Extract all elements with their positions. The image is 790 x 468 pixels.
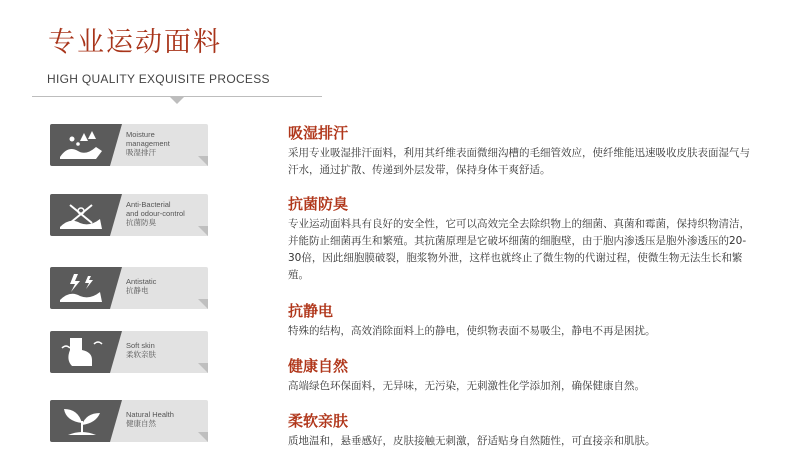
antibacterial-icon xyxy=(56,197,108,233)
feature-title: 抗菌防臭 xyxy=(288,195,349,213)
badge-antistatic xyxy=(50,267,208,309)
badge-label: Anti-Bacterial and odour-control 抗菌防臭 xyxy=(126,200,185,227)
feature-soft-skin xyxy=(288,412,758,450)
badge-label: Antistatic 抗静电 xyxy=(126,277,157,295)
section-header xyxy=(0,0,790,110)
badge-label: Soft skin 柔软亲肤 xyxy=(126,341,156,359)
badge-moisture-management xyxy=(50,124,208,166)
feature-title: 健康自然 xyxy=(288,357,349,375)
feature-title: 抗静电 xyxy=(288,302,334,320)
feature-description: 专业运动面料具有良好的安全性，它可以高效完全去除织物上的细菌、真菌和霉菌，保持织物清洁，并能防止细菌再生和繁殖。其抗菌原理是它破坏细菌的细胞壁，由于胞内渗透压是胞外渗透压的20-30倍，因此细胞膜破裂，胞浆物外泄，这样也就终止了微生物的代谢过程，使微生物无法生长和繁殖。 xyxy=(288,218,750,281)
feature-title: 吸湿排汗 xyxy=(288,124,349,142)
badge-label: Natural Health 健康自然 xyxy=(126,410,174,428)
antistatic-icon xyxy=(56,270,108,306)
feature-moisture xyxy=(288,124,758,179)
feature-description: 特殊的结构，高效消除面料上的静电，使织物表面不易吸尘，静电不再是困扰。 xyxy=(288,325,656,337)
natural-health-icon xyxy=(56,403,108,439)
feature-natural-health xyxy=(288,357,758,395)
badge-label: Moisture management 吸湿排汗 xyxy=(126,130,170,157)
feature-description: 质地温和，悬垂感好，皮肤接触无刺激，舒适贴身自然随性，可直接亲和肌肤。 xyxy=(288,435,656,447)
feature-description: 高端绿色环保面料，无异味，无污染，无刺激性化学添加剂，确保健康自然。 xyxy=(288,380,645,392)
divider-pointer xyxy=(170,97,184,104)
section-title: 专业运动面料 xyxy=(48,27,222,58)
feature-description: 采用专业吸湿排汗面料，利用其纤维表面微细沟槽的毛细管效应，使纤维能迅速吸收皮肤表面湿气与汗水，通过扩散、传递到外层发带，保持身体干爽舒适。 xyxy=(288,147,750,176)
soft-skin-icon xyxy=(56,334,108,370)
badge-soft-skin xyxy=(50,331,208,373)
badge-antibacterial xyxy=(50,194,208,236)
badge-natural-health xyxy=(50,400,208,442)
section-subtitle: HIGH QUALITY EXQUISITE PROCESS xyxy=(47,72,270,86)
feature-antistatic xyxy=(288,302,758,340)
feature-antibacterial xyxy=(288,195,758,284)
moisture-management-icon xyxy=(56,127,108,163)
feature-title: 柔软亲肤 xyxy=(288,412,349,430)
